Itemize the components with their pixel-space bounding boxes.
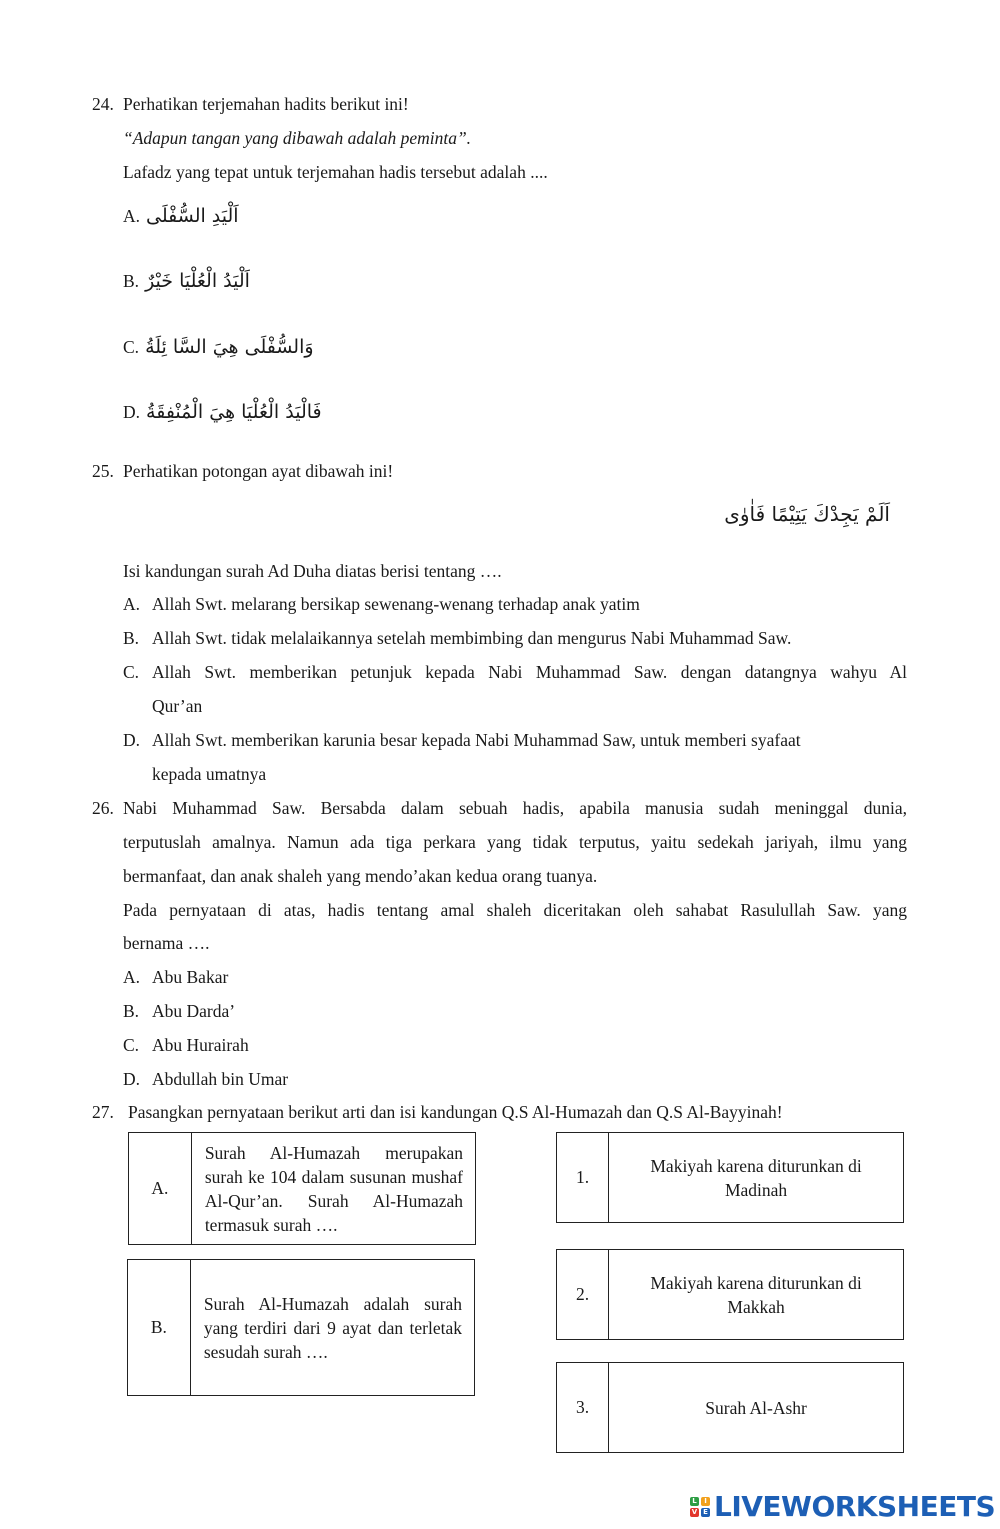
option-letter: C. (123, 337, 140, 357)
logo-icon (690, 1497, 710, 1517)
q26-option-a-text[interactable]: Abu Bakar (152, 967, 229, 987)
q26-line2: terputuslah amalnya. Namun ada tiga perkara yang tidak terputus, yaitu sedekah jariyah, ilmu yang (123, 832, 907, 852)
logo-icon-e: E (701, 1508, 710, 1517)
q25-option-c-line1[interactable]: Allah Swt. memberikan petunjuk kepada Nabi Muhammad Saw. dengan datangnya wahyu Al (152, 662, 907, 682)
q26-option-c-letter[interactable]: C. (123, 1035, 140, 1055)
q25-number: 25. (92, 461, 114, 481)
q24-option-d[interactable] (123, 401, 322, 423)
q25-prompt: Perhatikan potongan ayat dibawah ini! (123, 461, 394, 481)
logo-icon-v: V (691, 1508, 698, 1516)
q25-question: Isi kandungan surah Ad Duha diatas berisi tentang …. (123, 561, 502, 581)
q26-option-d-letter[interactable]: D. (123, 1069, 141, 1089)
logo-text: LIVEWORKSHEETS (714, 1490, 996, 1523)
q26-option-d-text[interactable]: Abdullah bin Umar (152, 1069, 289, 1089)
match-right-1-label: 1. (557, 1133, 609, 1222)
q25-option-a-letter[interactable]: A. (123, 594, 141, 614)
match-left-b-text: Surah Al-Humazah adalah surah yang terdiri dari 9 ayat dan terletak sesudah surah …. (203, 1293, 462, 1362)
q25-option-c-letter[interactable]: C. (123, 662, 140, 682)
match-right-3[interactable] (556, 1362, 904, 1453)
q24-quote: “Adapun tangan yang dibawah adalah peminta”. (123, 128, 472, 148)
q27-number: 27. (92, 1102, 114, 1122)
q26-line3: bermanfaat, dan anak shaleh yang mendo’akan kedua orang tuanya. (123, 866, 598, 886)
option-arabic: اَلْيَدِ السُّفْلَى (146, 205, 239, 227)
q24-option-c[interactable] (123, 336, 314, 358)
match-left-b[interactable] (127, 1259, 475, 1396)
q25-option-d-line2[interactable]: kepada umatnya (152, 764, 267, 784)
q25-option-d-letter[interactable]: D. (123, 730, 141, 750)
option-arabic: فَالْيَدُ الْعُلْيَا هِيَ الْمُنْفِقَةُ (146, 401, 322, 423)
q26-line5: bernama …. (123, 933, 210, 953)
logo-icon-l: L (690, 1497, 699, 1506)
match-right-3-label: 3. (557, 1363, 609, 1452)
q26-line1: Nabi Muhammad Saw. Bersabda dalam sebuah hadis, apabila manusia sudah meninggal dunia, (123, 798, 907, 818)
q25-verse: اَلَمْ يَجِدْكَ يَتِيْمًا فَاٰوٰى (724, 502, 890, 526)
q25-option-a-text[interactable]: Allah Swt. melarang bersikap sewenang-wenang terhadap anak yatim (152, 594, 640, 614)
match-left-a-label: A. (129, 1133, 192, 1244)
q24-option-b[interactable] (123, 270, 250, 292)
q26-option-a-letter[interactable]: A. (123, 967, 141, 987)
option-arabic: وَالسُّفْلَى هِيَ السَّا ئِلَةُ (145, 336, 314, 358)
q26-line4: Pada pernyataan di atas, hadis tentang amal shaleh diceritakan oleh sahabat Rasulullah Saw. yang (123, 900, 907, 920)
option-letter: B. (123, 271, 140, 291)
match-right-2[interactable] (556, 1249, 904, 1340)
q25-option-b-text[interactable]: Allah Swt. tidak melalaikannya setelah membimbing dan mengurus Nabi Muhammad Saw. (152, 628, 792, 648)
q26-option-b-letter[interactable]: B. (123, 1001, 140, 1021)
q24-prompt: Perhatikan terjemahan hadits berikut ini! (123, 94, 409, 114)
q24-option-a[interactable] (123, 205, 239, 227)
match-left-b-label: B. (128, 1260, 191, 1395)
logo-icon-i: I (701, 1497, 710, 1506)
q25-option-d-line1[interactable]: Allah Swt. memberikan karunia besar kepada Nabi Muhammad Saw, untuk memberi syafaat (152, 730, 801, 750)
q25-option-b-letter[interactable]: B. (123, 628, 140, 648)
q26-number: 26. (92, 798, 114, 818)
q26-option-b-text[interactable]: Abu Darda’ (152, 1001, 236, 1021)
option-letter: A. (123, 206, 141, 226)
match-right-1-text: Makiyah karena diturunkan di Madinah (650, 1155, 862, 1200)
q24-number: 24. (92, 94, 114, 114)
match-right-3-text: Surah Al-Ashr (705, 1397, 807, 1418)
match-left-a-text: Surah Al-Humazah merupakan surah ke 104 dalam susunan mushaf Al-Qur’an. Surah Al-Humazah termasuk surah …. (204, 1142, 463, 1235)
liveworksheets-logo (690, 1490, 995, 1523)
q24-question: Lafadz yang tepat untuk terjemahan hadis tersebut adalah .... (123, 162, 548, 182)
q27-prompt: Pasangkan pernyataan berikut arti dan isi kandungan Q.S Al-Humazah dan Q.S Al-Bayyinah! (128, 1102, 783, 1122)
match-right-1[interactable] (556, 1132, 904, 1223)
match-right-2-label: 2. (557, 1250, 609, 1339)
option-letter: D. (123, 402, 141, 422)
q26-option-c-text[interactable]: Abu Hurairah (152, 1035, 249, 1055)
option-arabic: اَلْيَدُ الْعُلْيَا خَيْرٌ (145, 270, 250, 292)
q25-option-c-line2[interactable]: Qur’an (152, 696, 203, 716)
match-left-a[interactable] (128, 1132, 476, 1245)
match-right-2-text: Makiyah karena diturunkan di Makkah (650, 1272, 862, 1317)
